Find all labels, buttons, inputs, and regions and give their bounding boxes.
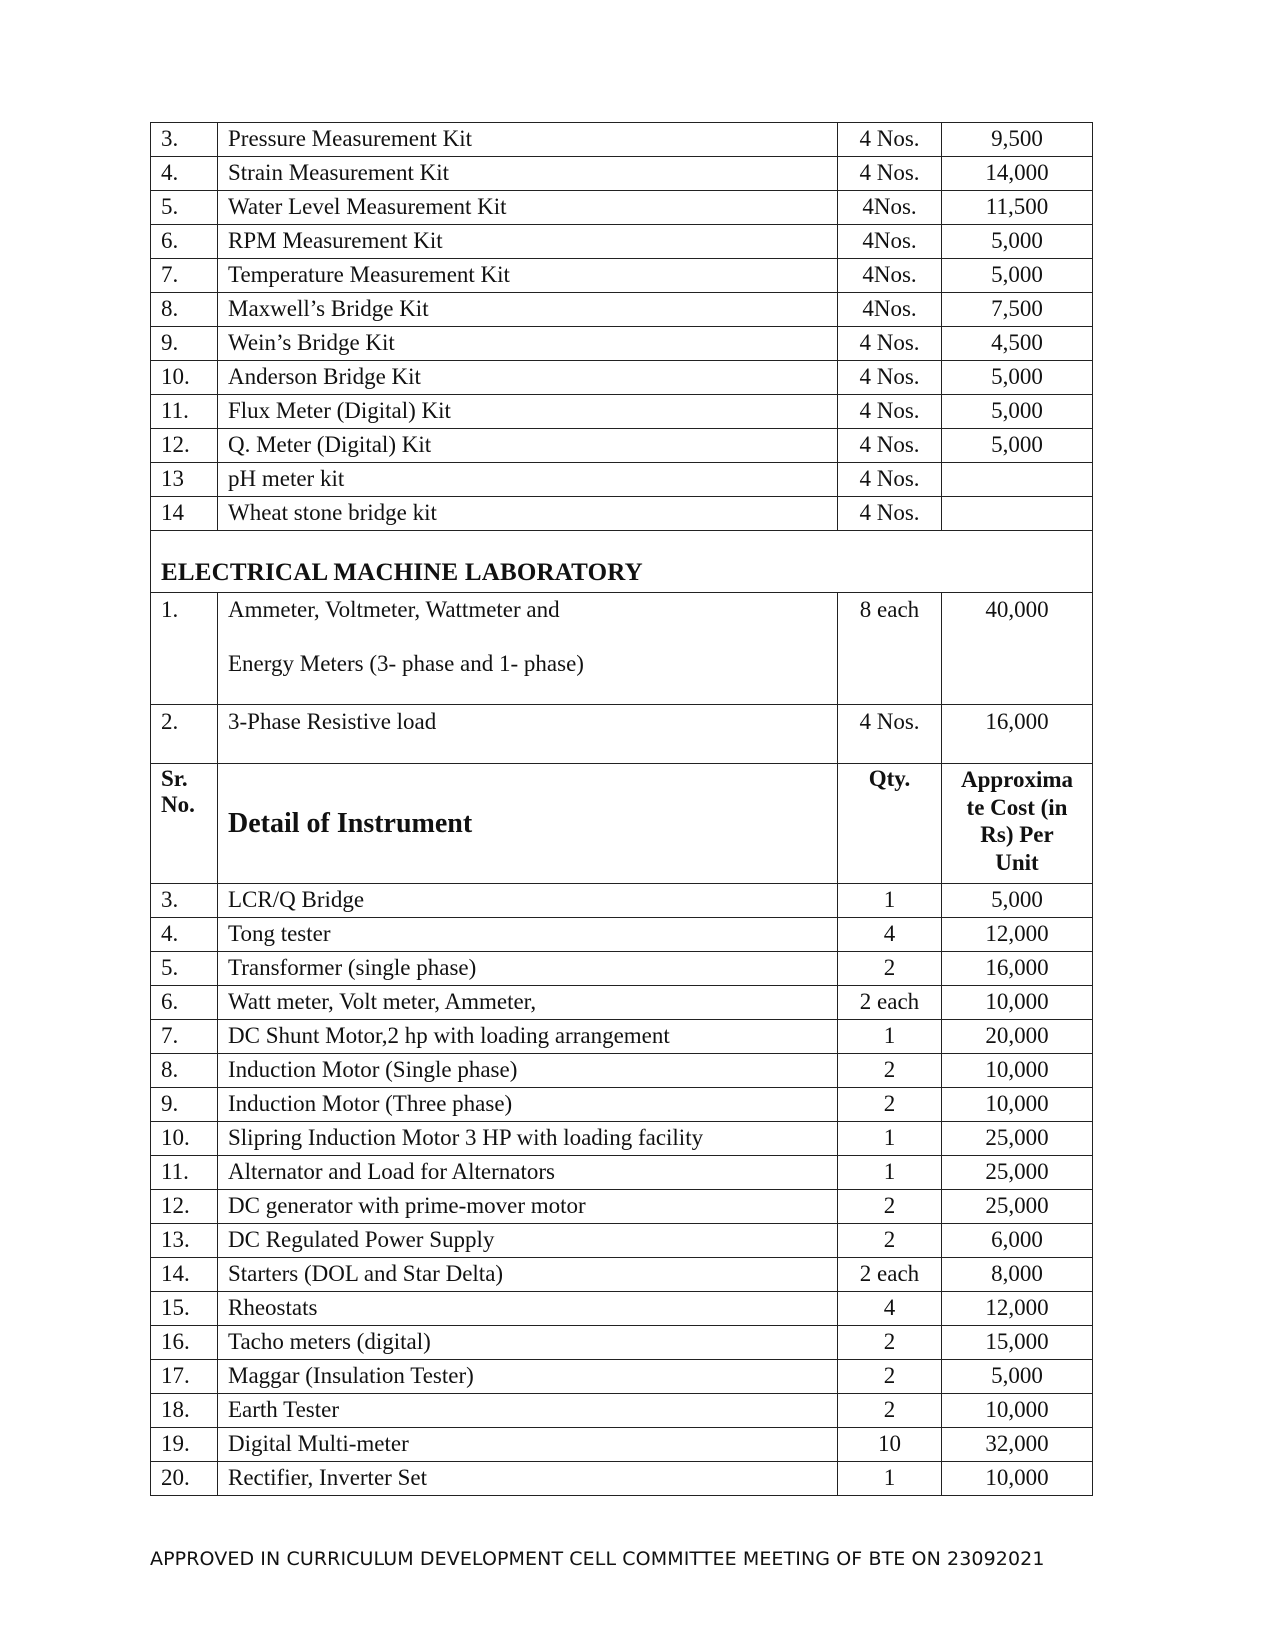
qty-cell: 4 Nos. xyxy=(838,463,942,497)
detail-cell: Watt meter, Volt meter, Ammeter, xyxy=(218,986,838,1020)
detail-cell: DC generator with prime-mover motor xyxy=(218,1190,838,1224)
cost-cell: 5,000 xyxy=(942,259,1093,293)
sr-cell: 9. xyxy=(151,1088,218,1122)
cost-cell: 10,000 xyxy=(942,1394,1093,1428)
cost-cell: 5,000 xyxy=(942,884,1093,918)
sr-cell: 11. xyxy=(151,395,218,429)
detail-cell: Flux Meter (Digital) Kit xyxy=(218,395,838,429)
header-sr-line: No. xyxy=(161,792,195,818)
cost-cell: 14,000 xyxy=(942,157,1093,191)
sr-cell: 12. xyxy=(151,1190,218,1224)
cost-cell: 25,000 xyxy=(942,1156,1093,1190)
qty-cell: 8 each xyxy=(838,593,942,705)
sr-cell: 3. xyxy=(151,123,218,157)
header-cost-line: Unit xyxy=(995,849,1039,875)
cost-cell: 12,000 xyxy=(942,918,1093,952)
detail-line: Energy Meters (3- phase and 1- phase) xyxy=(228,651,584,677)
cost-cell: 32,000 xyxy=(942,1428,1093,1462)
sr-cell: 4. xyxy=(151,918,218,952)
header-cost-line: Rs) Per xyxy=(980,822,1054,848)
cost-cell: 11,500 xyxy=(942,191,1093,225)
cost-cell: 10,000 xyxy=(942,1462,1093,1496)
qty-cell: 10 xyxy=(838,1428,942,1462)
detail-cell: Maggar (Insulation Tester) xyxy=(218,1360,838,1394)
sr-cell: 18. xyxy=(151,1394,218,1428)
table-row xyxy=(151,1054,1093,1088)
qty-cell: 2 xyxy=(838,1088,942,1122)
qty-cell: 4Nos. xyxy=(838,293,942,327)
qty-cell: 1 xyxy=(838,1122,942,1156)
qty-cell: 4 Nos. xyxy=(838,361,942,395)
cost-cell: 10,000 xyxy=(942,1088,1093,1122)
qty-cell: 4Nos. xyxy=(838,225,942,259)
cost-cell: 16,000 xyxy=(942,705,1093,764)
table-row xyxy=(151,1292,1093,1326)
sr-cell: 14 xyxy=(151,497,218,531)
qty-cell: 2 each xyxy=(838,1258,942,1292)
table-row xyxy=(151,1462,1093,1496)
table-row xyxy=(151,1394,1093,1428)
table-row xyxy=(151,497,1093,531)
header-cost-line: Approxima xyxy=(960,767,1074,792)
detail-cell: RPM Measurement Kit xyxy=(218,225,838,259)
cost-cell xyxy=(942,463,1093,497)
detail-cell: Rectifier, Inverter Set xyxy=(218,1462,838,1496)
detail-cell: DC Shunt Motor,2 hp with loading arrangement xyxy=(218,1020,838,1054)
section-title: ELECTRICAL MACHINE LABORATORY xyxy=(151,531,1093,593)
sr-cell: 1. xyxy=(151,593,218,705)
sr-cell: 9. xyxy=(151,327,218,361)
detail-cell: Slipring Induction Motor 3 HP with loading facility xyxy=(218,1122,838,1156)
qty-cell: 2 xyxy=(838,1190,942,1224)
detail-cell: Tong tester xyxy=(218,918,838,952)
table-row xyxy=(151,293,1093,327)
qty-cell: 2 xyxy=(838,1054,942,1088)
qty-cell: 1 xyxy=(838,1156,942,1190)
detail-cell: LCR/Q Bridge xyxy=(218,884,838,918)
cost-cell: 5,000 xyxy=(942,361,1093,395)
detail-cell xyxy=(218,593,838,705)
header-sr-line: Sr. xyxy=(161,766,188,791)
sr-cell: 2. xyxy=(151,705,218,764)
qty-cell: 4 Nos. xyxy=(838,429,942,463)
table-row xyxy=(151,884,1093,918)
detail-cell: pH meter kit xyxy=(218,463,838,497)
sr-cell: 13. xyxy=(151,1224,218,1258)
cost-cell xyxy=(942,497,1093,531)
header-sr xyxy=(151,764,218,884)
header-cost xyxy=(942,764,1093,884)
sr-cell: 6. xyxy=(151,986,218,1020)
cost-cell: 5,000 xyxy=(942,225,1093,259)
qty-cell: 1 xyxy=(838,884,942,918)
cost-cell: 9,500 xyxy=(942,123,1093,157)
qty-cell: 4 xyxy=(838,918,942,952)
sr-cell: 14. xyxy=(151,1258,218,1292)
sr-cell: 11. xyxy=(151,1156,218,1190)
table-row xyxy=(151,952,1093,986)
sr-cell: 17. xyxy=(151,1360,218,1394)
cost-cell: 20,000 xyxy=(942,1020,1093,1054)
table-row xyxy=(151,429,1093,463)
header-cost-line: te Cost (in xyxy=(966,794,1068,820)
table-row xyxy=(151,327,1093,361)
detail-line: Ammeter, Voltmeter, Wattmeter and xyxy=(228,597,560,622)
qty-cell: 4 Nos. xyxy=(838,497,942,531)
qty-cell: 2 xyxy=(838,1360,942,1394)
cost-cell: 7,500 xyxy=(942,293,1093,327)
detail-cell: Digital Multi-meter xyxy=(218,1428,838,1462)
detail-cell: Temperature Measurement Kit xyxy=(218,259,838,293)
qty-cell: 2 xyxy=(838,1224,942,1258)
header-qty: Qty. xyxy=(838,764,942,884)
qty-cell: 4 Nos. xyxy=(838,705,942,764)
detail-cell: Maxwell’s Bridge Kit xyxy=(218,293,838,327)
table-row xyxy=(151,1258,1093,1292)
qty-cell: 1 xyxy=(838,1462,942,1496)
detail-cell: Earth Tester xyxy=(218,1394,838,1428)
cost-cell: 8,000 xyxy=(942,1258,1093,1292)
detail-cell: Induction Motor (Three phase) xyxy=(218,1088,838,1122)
detail-cell: Transformer (single phase) xyxy=(218,952,838,986)
sr-cell: 5. xyxy=(151,191,218,225)
table-row xyxy=(151,463,1093,497)
detail-cell: Starters (DOL and Star Delta) xyxy=(218,1258,838,1292)
cost-cell: 5,000 xyxy=(942,395,1093,429)
cost-cell: 16,000 xyxy=(942,952,1093,986)
table-row xyxy=(151,593,1093,705)
cost-cell: 25,000 xyxy=(942,1122,1093,1156)
detail-cell: Wheat stone bridge kit xyxy=(218,497,838,531)
sr-cell: 19. xyxy=(151,1428,218,1462)
cost-cell: 15,000 xyxy=(942,1326,1093,1360)
table-row xyxy=(151,705,1093,764)
instrument-table xyxy=(150,122,1093,1496)
detail-cell: Alternator and Load for Alternators xyxy=(218,1156,838,1190)
qty-cell: 2 xyxy=(838,952,942,986)
cost-cell: 10,000 xyxy=(942,1054,1093,1088)
table-row xyxy=(151,361,1093,395)
detail-cell: Pressure Measurement Kit xyxy=(218,123,838,157)
sr-cell: 7. xyxy=(151,259,218,293)
table-row xyxy=(151,1428,1093,1462)
section-row xyxy=(151,531,1093,593)
qty-cell: 4 Nos. xyxy=(838,327,942,361)
sr-cell: 5. xyxy=(151,952,218,986)
table-row xyxy=(151,395,1093,429)
table-row xyxy=(151,1122,1093,1156)
sr-cell: 20. xyxy=(151,1462,218,1496)
table-row xyxy=(151,1326,1093,1360)
cost-cell: 12,000 xyxy=(942,1292,1093,1326)
qty-cell: 2 each xyxy=(838,986,942,1020)
cost-cell: 25,000 xyxy=(942,1190,1093,1224)
qty-cell: 4 Nos. xyxy=(838,395,942,429)
cost-cell: 5,000 xyxy=(942,429,1093,463)
sr-cell: 16. xyxy=(151,1326,218,1360)
qty-cell: 4Nos. xyxy=(838,191,942,225)
sr-cell: 15. xyxy=(151,1292,218,1326)
qty-cell: 4 Nos. xyxy=(838,123,942,157)
sr-cell: 3. xyxy=(151,884,218,918)
detail-cell: Water Level Measurement Kit xyxy=(218,191,838,225)
approval-footer: APPROVED IN CURRICULUM DEVELOPMENT CELL COMMITTEE MEETING OF BTE ON 23092021 xyxy=(150,1548,1045,1570)
table-row xyxy=(151,1360,1093,1394)
table-row xyxy=(151,1088,1093,1122)
sr-cell: 12. xyxy=(151,429,218,463)
table-row xyxy=(151,1224,1093,1258)
detail-cell: Q. Meter (Digital) Kit xyxy=(218,429,838,463)
qty-cell: 2 xyxy=(838,1394,942,1428)
sr-cell: 10. xyxy=(151,1122,218,1156)
sr-cell: 4. xyxy=(151,157,218,191)
sr-cell: 7. xyxy=(151,1020,218,1054)
qty-cell: 4 xyxy=(838,1292,942,1326)
qty-cell: 4 Nos. xyxy=(838,157,942,191)
table-row xyxy=(151,225,1093,259)
detail-cell: Induction Motor (Single phase) xyxy=(218,1054,838,1088)
detail-cell: Wein’s Bridge Kit xyxy=(218,327,838,361)
cost-cell: 40,000 xyxy=(942,593,1093,705)
sr-cell: 10. xyxy=(151,361,218,395)
table-row xyxy=(151,259,1093,293)
table-row xyxy=(151,157,1093,191)
detail-cell: Strain Measurement Kit xyxy=(218,157,838,191)
header-detail: Detail of Instrument xyxy=(218,764,838,884)
detail-cell: Rheostats xyxy=(218,1292,838,1326)
table-row xyxy=(151,191,1093,225)
qty-cell: 4Nos. xyxy=(838,259,942,293)
qty-cell: 2 xyxy=(838,1326,942,1360)
table-header-row xyxy=(151,764,1093,884)
sr-cell: 8. xyxy=(151,1054,218,1088)
table-row xyxy=(151,986,1093,1020)
detail-cell: Tacho meters (digital) xyxy=(218,1326,838,1360)
table-row xyxy=(151,123,1093,157)
cost-cell: 4,500 xyxy=(942,327,1093,361)
cost-cell: 6,000 xyxy=(942,1224,1093,1258)
detail-cell: DC Regulated Power Supply xyxy=(218,1224,838,1258)
cost-cell: 5,000 xyxy=(942,1360,1093,1394)
table-row xyxy=(151,1190,1093,1224)
sr-cell: 6. xyxy=(151,225,218,259)
detail-cell: Anderson Bridge Kit xyxy=(218,361,838,395)
detail-cell: 3-Phase Resistive load xyxy=(218,705,838,764)
sr-cell: 8. xyxy=(151,293,218,327)
table-row xyxy=(151,1156,1093,1190)
table-row xyxy=(151,918,1093,952)
cost-cell: 10,000 xyxy=(942,986,1093,1020)
table-row xyxy=(151,1020,1093,1054)
sr-cell: 13 xyxy=(151,463,218,497)
qty-cell: 1 xyxy=(838,1020,942,1054)
